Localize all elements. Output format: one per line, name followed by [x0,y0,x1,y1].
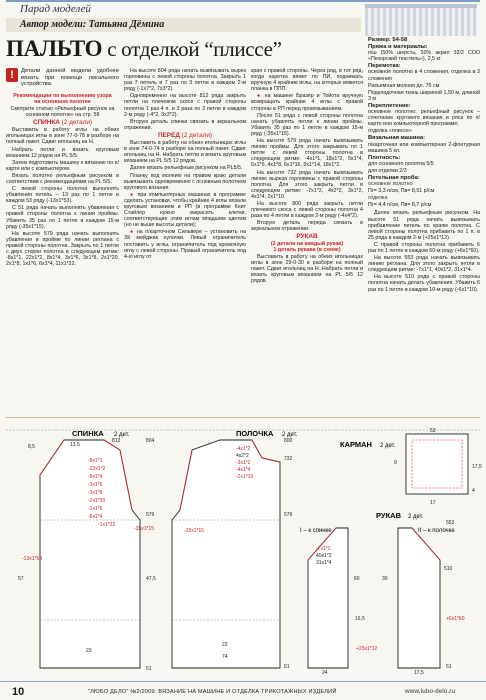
measurement-label: 17,5 [414,670,424,676]
measurement-label: 579 [284,512,293,518]
measurement-label: +6x1*60 [446,616,465,622]
front-pattern-label: ПОЛОЧКА [236,429,274,438]
front-pattern [172,429,298,668]
measurement-label: 553 [446,520,455,526]
back-pattern [40,429,140,668]
measurement-label: 51 [446,664,452,670]
front-pattern-count: 2 дет. [282,432,298,438]
decorative-photo-strip [365,4,477,36]
measurement-label: -2x1*10 [236,474,254,480]
paragraph: На высоте 800 ряда закрыть петли плечевого скоса с левой стороны полотна 4 раза по 4 петли в каждом 2-м ряду (-4x4*2). [251,200,363,220]
measurement-label: -7x1*1 [316,546,331,552]
bullet-icon: ● [130,191,135,198]
measurement-label: -6x1*4 [88,514,103,520]
measurement-label: 804 [146,438,155,444]
magazine-name: "ЛЮБО ДЕЛО" №2/2009. ВЯЗАНИЕ НА МАШИНЕ И ОТДЕЛКА ТРИКОТАЖНЫХ ИЗДЕЛИЙ [88,689,337,695]
pocket-pattern [340,434,468,494]
page-title [6,36,282,62]
measurement-label: 24 [322,670,328,676]
measurement-label: 510 [444,566,453,572]
back-heading: СПИНКА (2 детали) [32,119,93,127]
column-2 [124,68,246,261]
measurement-label: 16,5 [355,616,365,622]
wind-text: основное полотно в 4 сложения, отделка в 3 сложения [368,69,480,82]
bullet-icon: ● [257,93,262,100]
paragraph: Планку под молнию на правом краю детали вывязывать одновременно с основным полотном кругового вязания. [124,172,246,191]
measurement-label: 22 [222,642,228,648]
paragraph: На высоте 579 ряда начать выполнить убавления в пройме по линии реглана с правой стороны полотна. Закрыть по 1 петле с двух сторон полотна в следующем ритме: -8x1*1, 22x1*2, 8x1*4, 3x1*6, 3x1*8, 2x1*20, 2x1*8, 1x1*6, 6x1*4, 11x1*22. [6,230,119,268]
zip-text: Разъемная молния дл. 75 см [368,82,440,89]
probe-2: Пг= 4,4 п/см, Пв= 8,7 р/см [368,202,432,209]
exclamation-icon: ! [6,68,18,82]
measurement-label: 51 [284,664,290,670]
measurement-label: 17 [430,500,436,506]
measurement-label: -35x1*15 [184,528,205,534]
recommendations-heading: Рекомендации по выполнению узора на основном полотне [6,93,119,105]
probe-sub-2: отделка [368,195,388,202]
sleeve-count: (2 детали на каждый рукав) [270,240,344,247]
sleeve-pattern-label: РУКАВ [376,511,401,520]
column-3 [251,68,363,285]
sleeve-pattern [300,511,455,668]
weave-text-1: основное полотно: рельефный рисунок – сочетание кругового вязания и ряса по п/карте или компьютерной программе; [368,109,480,128]
paragraph: Выставить в работу на обеих игольницах иглы в зоне 74-0-74 в разборе на полный пакет. Сдвиг игольниц на Н. Набрать петли и вязать круговым вязанием на PL 5/5 12 рядов. [124,140,246,165]
measurement-label: -4x1*4 [236,467,251,473]
paragraph: С правой стороны полотна прибавить 6 раз по 1 петле в каждом 60-м ряду (+6x1*60). [368,241,480,254]
front-heading: ПЕРЕД (2 детали) [157,131,213,139]
paragraph: На высоте 553 ряда начать вывязывать линию реглана. Для этого закрыть петли в следующем ритме: -7x1*1, 40x1*2, 31x1*4. [368,255,480,274]
page-number: 10 [12,686,25,698]
paragraph: Выставить в работу на обеих игольницах иглы в зоне 29-0-30 в разборе на полный пакет. Сдвиг игольниц на Н. Набрать петли и вязать круговым вязанием на PL 5/5 12 рядов. [251,253,363,285]
bullet-icon: ● [130,229,135,236]
sleeve-part-2-label: II – к полочке [418,528,455,534]
measurement-label: -13x1*53 [22,556,43,562]
paragraph: Далее вязать рельефным рисунком. На высоте 51 ряда начать вывязывать прибавление петель по краям полотна. С левой стороны полотна прибавить по 1 п. в 25 ряда в каждом 2-м (+25x1*12). [368,210,480,241]
notice-text: Детали данной модели удобнее вязать при помощи лекального устройства. [21,68,119,88]
paragraph: Затем подготовить машину к вязанию по п/карте или с компьютером. [6,159,119,172]
measurement-label: 57 [18,576,24,582]
measurement-label: 51 [146,666,152,672]
measurement-label: -3x1*8 [88,490,103,496]
column-4-specs [368,36,480,294]
measurement-label: 60 [354,576,360,582]
paragraph: Далее вязать рельефным рисунком на PL5/5. [130,165,243,172]
paragraph: После 51 ряда с левой стороны полотна начать убавлять петли к линии проймы. Убавить 35 раз по 1 петле в каждом 15-м ряду (-35x1*15). [251,112,363,137]
yarn-text: п/ш (50% шерсть, 50% акрил 32/2 СОО «Пехорский текстиль»), 2,5 кг [368,50,480,63]
top-rule [6,0,480,2]
measurement-label: -2x1*20 [88,498,106,504]
measurement-label: -4x1*2 [236,446,251,452]
paragraph: ● при компьютерных машинах в программе сделать установки, чтобы крайние 4 иглы вязали круговым вязанием в PП (в программе Книт Стайлер нужно закрасить клетки, соответствующие этим иглам мпадшим цветом (но не выше высоты детали); [124,191,246,229]
sleeve-sub: 1 деталь рукава (в схеме) [273,246,341,253]
paragraph: На высоте 732 ряда начать вывязывать линию выреза горловины с правой стороны полотна. Для этого закрыть петли в следующем ритме: -7x1*2, 4x2*2, 3x1*2, 4x1*4, 2x1*10. [251,169,363,200]
measurement-label: 31x1*4 [316,560,332,566]
paragraph: края с правой стороны. Через ряд, в тот ряд, когда каретка вяжет по ПИ, поднимать вручную 4 крайние иглы, на которых вяжется планка в ППП. [251,68,363,93]
wind-heading: Перемотка: [368,63,401,70]
measurement-label: 800 [284,438,293,444]
measurement-label: -3x1*6 [88,482,103,488]
measurement-label: 812 [112,438,121,444]
sleeve-pattern-count: 2 дет. [408,514,424,520]
measurement-label: 47,5 [146,576,156,582]
measurement-label: -35x1*15 [134,526,155,532]
measurement-label: 732 [284,456,293,462]
back-pattern-label: СПИНКА [72,429,104,438]
paragraph: Набрать петли и вязать круговым вязанием 12 рядов на PL 5/5. [6,146,119,159]
lining-text: Подкладочная ткань шириной 1,50 м, длиной 3 м [368,89,480,102]
paragraph: Выставить в работу иглы на обеих игольницах иглы в зоне 77-0-78 в разборе на полный пакет. Сдвиг игольниц на Н. [6,127,119,146]
measurement-label: 30 [382,576,388,582]
measurement-label: 8,5 [28,444,35,450]
measurement-label: 53 [430,428,436,434]
paragraph: Вторую деталь переда связать в зеркальном отражении. [251,220,363,233]
paragraph: На высоте 804 ряда начать вывязывать вырез горловины с левой стороны полотна. Закрыть 1 раз 7 петель и 7 раз по 3 петли в каждом 2-м ряду (-1x7*2, 7x3*2). [124,68,246,93]
measurement-label: 74 [222,654,228,660]
weave-heading: Переплетение: [368,102,411,109]
paragraph: С левой стороны полотна выполнять убавления петель – 13 раз по 1 петле в каждом 53 ряду (-13x1*53). [6,186,119,205]
density-text-1: для основного полотна 5/5 [368,160,434,167]
machine-heading: Вязальная машина: [368,135,426,142]
measurement-label: 4x2*2 [236,453,249,459]
probe-sub-1: основное полотно [368,181,413,188]
measurement-label: -3x1*2 [236,460,251,466]
measurement-label: +25x1*12 [356,646,378,652]
rubric: Парад моделей [20,3,91,15]
author-bar: Автор модели: Татьяна Дёмина [6,18,361,32]
weave-text-2: отделка «плиссе» [368,128,412,135]
title-caps: ПАЛЬТО [6,36,103,61]
pocket-pattern-label: КАРМАН [340,440,372,449]
pattern-diagrams [0,420,486,676]
measurement-label: -8x1*4 [88,474,103,480]
recommendations-sub: на основном полотне [34,98,91,105]
paragraph: Вязать полотно рельефным рисунком в соответствии с рекомендациями на PL 5/5. [6,172,119,185]
probe-heading: Петельная проба: [368,174,420,181]
measurement-label: -8x1*1 [88,458,103,464]
page-footer [0,681,486,700]
measurement-label: 40x1*2 [316,553,332,559]
measurement-label: 17,5 [472,464,482,470]
measurement-label: 4 [472,488,475,494]
measurement-label: 13,5 [70,442,80,448]
sleeve-heading: РУКАВ (2 детали на каждый рукав) 1 деталь рукава (в схеме) [251,234,363,252]
paragraph: ● на машине Бразер и Тойота вручную возвращать крайние 4 иглы с правой стороны в РП перед провязыванием. [251,93,363,112]
probe-1: Пг= 3,3 п/см, Пв= 8,51 р/см [368,188,435,195]
back-pattern-count: 2 дет. [114,432,130,438]
footer-site: www.lubo-delo.ru [405,689,456,695]
measurement-label: 9 [394,460,397,466]
sleeve-part-1-label: I – к спинке [300,528,332,534]
paragraph: На высоте 579 ряда начать вывязывать линию проймы. Для этого закрывать по 1 петле с левой стороны полотна в следующем ритме: -4x1*1, 18x1*2, 5x1*4, 6x1*6, 4x1*8, 6x1*16, 5x1*14, 18x1*2. [251,138,363,169]
measurement-label: 23 [86,648,92,654]
machine-text: п/карточная или компьютерная 2-фонтурная машина 5 кл. [368,141,480,154]
measurement-label: -1x1*22 [98,522,116,528]
measurement-label: -22x1*2 [88,466,106,472]
column-1 [6,68,119,268]
paragraph: Одновременно на высоте 812 ряда закрыть петли на плечевом скосе с правой стороны полотна 1 раз 4 п. и 3 раза по 3 петли в каждом 2-м ряду (-4*2, 3x3*2). [124,93,246,118]
density-text-2: для отделки 2/3 [368,167,407,174]
title-rest: с отделкой “плиссе” [102,37,282,61]
pocket-pattern-count: 2 дет. [380,443,396,449]
paragraph: С 51 ряда начать выполнять убавления с правой стороны полотна к линии проймы. Убавить 35 раз по 1 петле в каждом 15-м ряду (-35x1*15). [6,205,119,230]
notice-box [6,68,119,88]
recommendations-text: Смотрите статью «Рельефный рисунок на основном полотне» на стр. 58 [10,105,115,119]
size: Размер: 54-58 [368,37,408,43]
measurement-label: 579 [146,512,155,518]
density-heading: Плотность: [368,154,401,161]
paragraph: На высоте 510 ряда с правой стороны полотна начать делать убавления. Убавить 6 раз по 1 петле в каждом 10-м ряду (-6x1*10). [368,274,480,293]
measurement-label: -1x1*6 [88,506,103,512]
paragraph: Вторую деталь спинки связать в зеркальном отражении. [124,118,246,131]
paragraph: ● на п/карточном Сильвере – установить на ЗК мейджик кулачки. Левый ограничитель поставить у иглы, ограничитель под кромочную иглу с левой стороны. Правый ограничитель под 4-ю иглу от [124,229,247,260]
yarn-heading: Пряжа и материалы: [368,44,428,51]
